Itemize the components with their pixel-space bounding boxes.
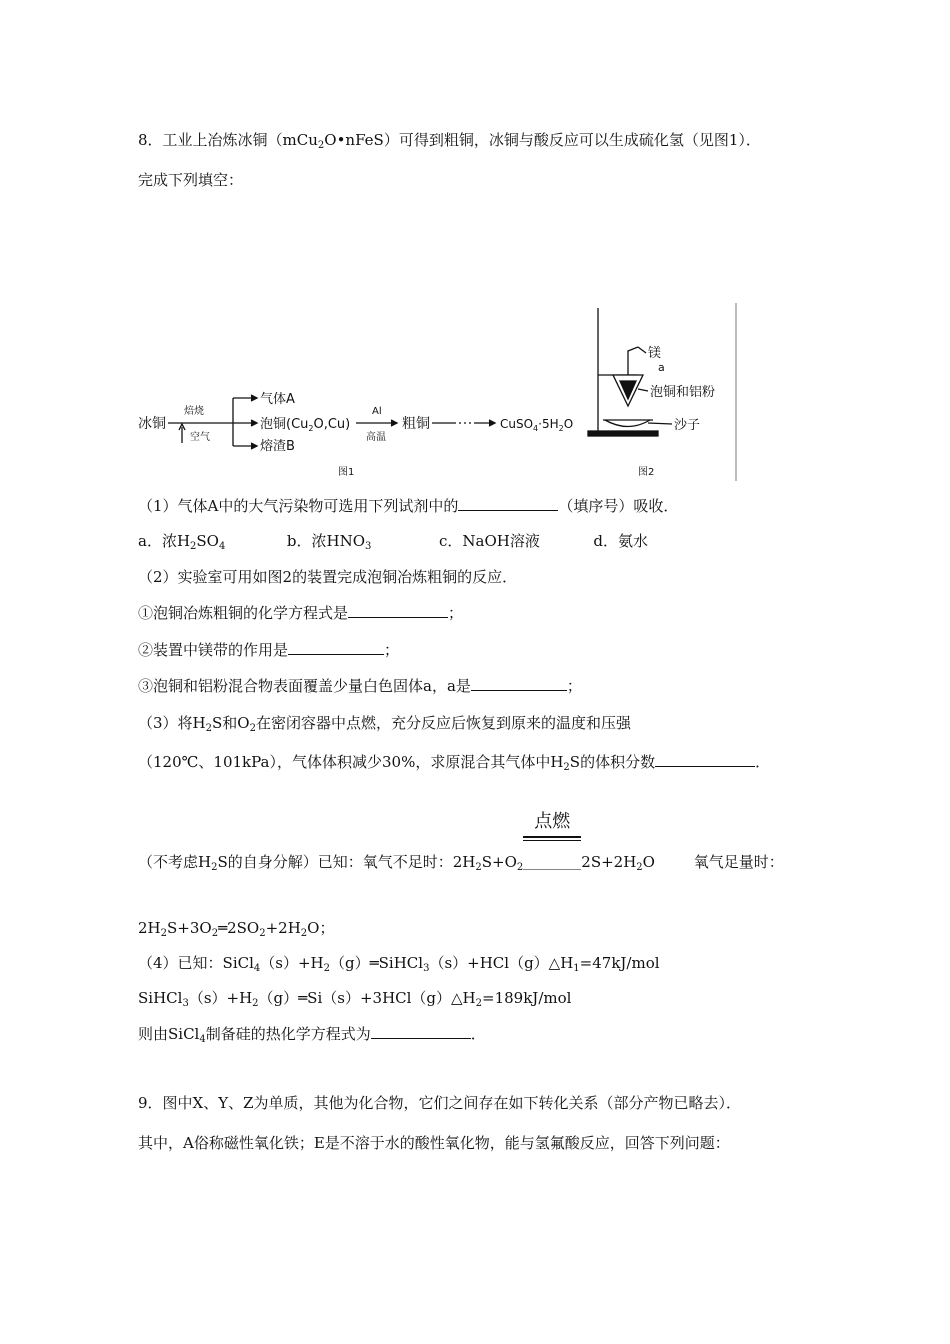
q8-part1: （1）气体A中的大气污染物可选用下列试剂中的 （填序号）吸收． — [138, 497, 679, 515]
q8-part3-line4: $2H_2S+3O_2═2SO_2+2H_2O$； — [138, 919, 335, 939]
q8-options — [138, 531, 648, 551]
fig1-caption: 图1 — [338, 467, 355, 478]
q9-line2: 其中，A俗称磁性氧化铁；E是不溶于水的酸性氧化物，能与氢氟酸反应，回答下列问题： — [138, 1134, 730, 1152]
answer-blank-2[interactable] — [348, 603, 448, 618]
q8-part3: （3）将$H_2S$和$O_2$在密闭容器中点燃，充分反应后恢复到原来的温度和压强 — [138, 714, 631, 734]
fig-mg: 镁 — [648, 346, 662, 361]
fig-cuso4: $CuSO_4\cdot 5H_2O$ — [500, 417, 574, 433]
fig-gas-a: 气体A — [260, 392, 295, 407]
fig-al: Al — [372, 406, 382, 417]
option-d: d．氨水 — [593, 532, 648, 550]
reaction-condition: 点燃 — [523, 852, 581, 872]
q8-part2-2: ②装置中镁带的作用是 ； — [138, 641, 400, 659]
fig-air: 空气 — [190, 432, 210, 443]
fig-sand: 沙子 — [674, 418, 701, 433]
q8-part2-1: ①泡铜冶炼粗铜的化学方程式是 ； — [138, 604, 464, 622]
option-c: c．NaOH溶液 — [438, 532, 540, 550]
option-b: b．浓$HNO_3$ — [286, 532, 372, 552]
answer-blank-5[interactable] — [655, 752, 755, 767]
fig-blister: 泡铜$(Cu_2O,Cu)$ — [260, 417, 351, 433]
q8-figure — [138, 303, 738, 483]
answer-blank-4[interactable] — [471, 676, 567, 691]
option-a: a．浓$H_2SO_4$ — [138, 532, 226, 552]
q8-part4-line3: 则由SiCl$_4$制备硅的热化学方程式为 ． — [138, 1025, 486, 1045]
answer-blank-6[interactable] — [371, 1024, 471, 1039]
q8-part3-line3: （不考虑$H_2S$的自身分解）已知：氧气不足时：$2H_2S+O_2$ 点燃 $2S+2H_2O$ 氧气足量时： — [138, 811, 784, 873]
fig2-caption: 图2 — [638, 467, 655, 478]
fig-crude-copper: 粗铜 — [402, 416, 430, 432]
fig-a: a — [658, 361, 665, 374]
answer-blank-3[interactable] — [288, 640, 384, 655]
answer-blank-1[interactable] — [458, 496, 558, 511]
fig-roast: 焙烧 — [184, 406, 204, 417]
fig-high-temp: 高温 — [366, 432, 386, 443]
q8-part2-3: ③泡铜和铝粉混合物表面覆盖少量白色固体a，a是 ； — [138, 677, 582, 695]
q8-intro-line2: 完成下列填空： — [138, 171, 244, 189]
q8-part2: （2）实验室可用如图2的装置完成泡铜冶炼粗铜的反应． — [138, 568, 518, 586]
q8-part4-line1: （4）已知：$SiCl_4(s)+H_2(g)═SiHCl_3(s)+HCl(g)\triangle H_1=47kJ$/mol — [138, 954, 660, 974]
fig-slag-b: 熔渣B — [260, 439, 295, 454]
q8-part4-line2: $SiHCl_3(s)+H_2(g)═Si(s)+3HCl(g)\triangle H_2=189kJ$/mol — [138, 989, 572, 1009]
q8-part3-line2: （120℃、101kPa），气体体积减少30%，求原混合其气体中$H_2S$的体积分数 ． — [138, 753, 771, 773]
fig-mix: 泡铜和铝粉 — [650, 385, 716, 400]
q8-intro-line1: 8．工业上冶炼冰铜（mCu$_2$O•nFeS）可得到粗铜，冰铜与酸反应可以生成硫化氢（见图1）． — [138, 131, 761, 151]
q9-line1: 9．图中X、Y、Z为单质，其他为化合物，它们之间存在如下转化关系（部分产物已略去）． — [138, 1094, 742, 1112]
fig-ice-copper: 冰铜 — [138, 416, 166, 432]
